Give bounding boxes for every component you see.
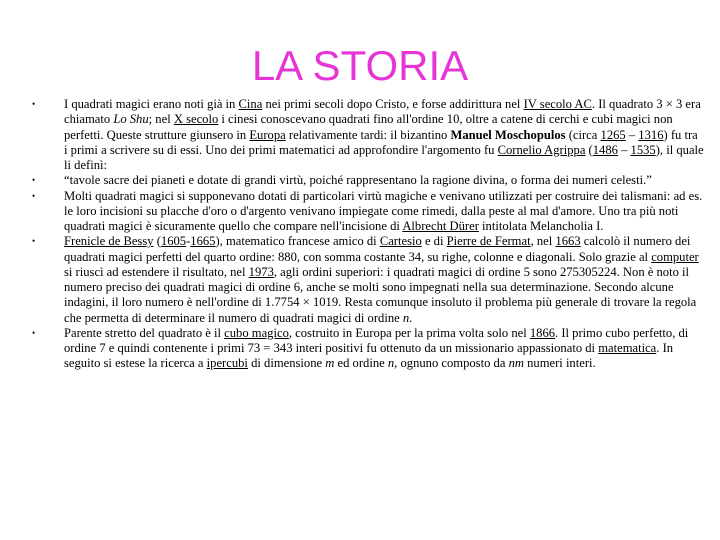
variable-m: m — [325, 356, 335, 371]
text: - — [186, 234, 191, 249]
link-1663[interactable]: 1663 — [555, 234, 581, 249]
link-cubo-magico[interactable]: cubo magico — [224, 325, 289, 340]
moschopulos-name: Manuel Moschopulos — [450, 127, 566, 142]
text: I quadrati magici erano noti già in — [64, 97, 239, 111]
link-1535[interactable]: 1535 — [630, 142, 656, 157]
text: e di — [421, 234, 447, 249]
text: . Il quadrato 3 × 3 era chiamato — [64, 97, 701, 127]
link-cina[interactable]: Cina — [238, 97, 263, 111]
link-1665[interactable]: 1665 — [190, 234, 216, 249]
text: si riuscì ad estendere il risultato, nel — [64, 264, 249, 279]
link-1605[interactable]: 1605 — [160, 234, 187, 249]
link-1866[interactable]: 1866 — [529, 325, 556, 340]
text: , ognuno composto da — [394, 356, 509, 371]
text: ( — [153, 234, 161, 249]
text: , agli ordini superiori: i quadrati magici di ordine 5 sono 275305224. Non è noto il numero preciso dei quadrati magici di ordine 6, anche se molti sono impegnati nella sua determinazione. Secondo alcune indagini, il loro numero è nell'ordine di 1.7754 × 1019. Resta comunque insoluto il problema più generale di trovare la regola che permetta di determinare il numero di quadrati magici di ordine — [64, 264, 697, 325]
link-x-secolo[interactable]: X secolo — [173, 112, 219, 127]
link-europa[interactable]: Europa — [249, 127, 286, 142]
text: ), il quale li definì: — [64, 142, 704, 172]
text: (circa — [565, 127, 601, 142]
content-area — [30, 97, 704, 372]
paragraph-frenicle — [64, 234, 704, 326]
lo-shu-term: Lo Shu — [113, 112, 149, 127]
text: ; nel — [148, 112, 174, 127]
bullet-item — [30, 173, 704, 188]
text: . — [409, 310, 413, 325]
text: nei primi secoli dopo Cristo, e forse addirittura nel — [262, 97, 524, 111]
paragraph-origins — [64, 97, 704, 173]
bullet-marker: • — [32, 236, 36, 247]
text: . In seguito si estese la ricerca a — [64, 341, 674, 371]
text: ), matematico francese amico di — [215, 234, 380, 249]
text: Molti quadrati magici si supponevano dotati di particolari virtù magiche e venivano utilizzati per costruire dei talismani: ad es. le loro incisioni su placche d'oro o d'argento venivano impiegate come rimedi, dalla peste al mal d'amore. Uno tra più noti quadrati magici è sicuramente quello che compare nell'incisione di — [64, 188, 703, 233]
link-matematica[interactable]: matematica — [598, 341, 657, 355]
text: Parente stretto del quadrato è il — [64, 325, 225, 340]
bullet-item — [30, 234, 704, 326]
text: i cinesi conoscevano quadrati fino all'ordine 10, oltre a catene di cerchi e cubi magici non perfetti. Queste strutture giunsero in — [64, 112, 673, 142]
text: di dimensione — [247, 356, 326, 371]
text: numeri interi. — [523, 356, 596, 371]
text: , nel — [530, 234, 556, 249]
text: intitolata Melancholia I. — [478, 219, 604, 233]
bullet-item — [30, 189, 704, 235]
link-1316[interactable]: 1316 — [638, 127, 664, 142]
bullet-marker: • — [32, 99, 36, 109]
link-1486[interactable]: 1486 — [592, 142, 618, 157]
text: , costruito in Europa per la prima volta solo nel — [288, 325, 530, 340]
text: . Il primo cubo perfetto, di ordine 7 e quindi contenente i primi 73 = 343 interi positivi fu ottenuto da un missionario appassionato di — [64, 325, 689, 355]
link-cartesio[interactable]: Cartesio — [379, 234, 422, 249]
bullet-marker: • — [32, 327, 36, 338]
link-ipercubi[interactable]: ipercubi — [206, 356, 248, 371]
page-title: LA STORIA — [251, 42, 469, 89]
paragraph-magic-cube — [64, 326, 704, 372]
paragraph-quote: “tavole sacre dei pianeti e dotate di grandi virtù, poiché rappresentano la ragione divina, o forma dei numeri celesti.” — [64, 173, 652, 188]
bullet-marker: • — [32, 190, 36, 201]
link-iv-secolo[interactable]: IV secolo AC — [523, 97, 592, 111]
bullet-item — [30, 326, 704, 372]
text: calcolò il numero dei quadrati magici perfetti del quarto ordine: 880, con somma costante 34, su righe, colonne e diagonali. Solo grazie al — [64, 234, 691, 264]
link-cornelio-agrippa[interactable]: Cornelio Agrippa — [497, 142, 586, 157]
text: – — [617, 142, 631, 157]
link-albrecht-durer[interactable]: Albrecht Dürer — [402, 219, 479, 233]
link-pierre-de-fermat[interactable]: Pierre de Fermat — [446, 234, 531, 249]
variable-n: n — [402, 310, 410, 325]
text: ed ordine — [334, 356, 388, 371]
link-frenicle-de-bessy[interactable]: Frenicle de Bessy — [64, 234, 154, 249]
text: – — [625, 127, 639, 142]
bullet-marker: • — [32, 175, 36, 186]
link-1973[interactable]: 1973 — [248, 264, 274, 279]
variable-nm: nm — [508, 356, 524, 371]
text: ( — [585, 142, 593, 157]
text: relativamente tardi: il bizantino — [285, 127, 451, 142]
bullet-item — [30, 97, 704, 173]
link-computer[interactable]: computer — [651, 249, 699, 264]
paragraph-talismans — [64, 189, 704, 235]
text: ) fu tra i primi a scrivere su di essi. Uno dei primi matematici ad approfondire l'argomento fu — [64, 127, 698, 157]
link-1265[interactable]: 1265 — [600, 127, 626, 142]
variable-n: n — [387, 356, 395, 371]
